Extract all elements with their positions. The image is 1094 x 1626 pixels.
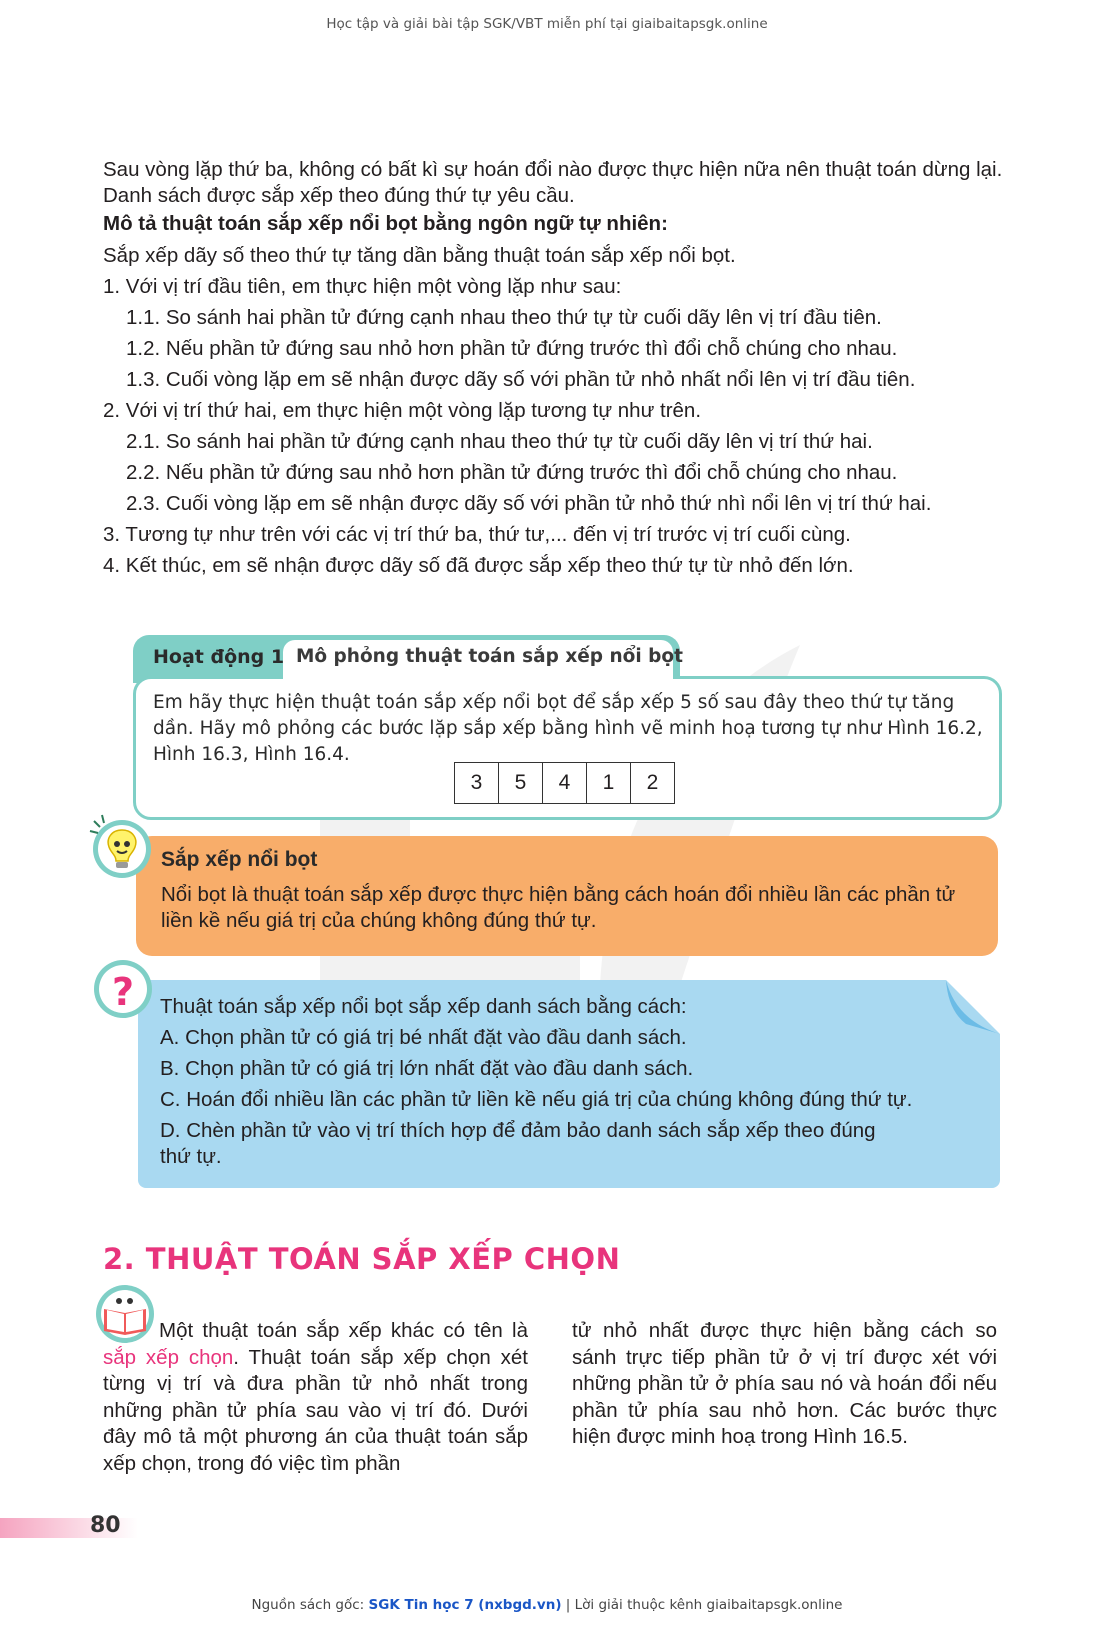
activity-title: Mô phỏng thuật toán sắp xếp nổi bọt <box>296 646 683 667</box>
svg-text:?: ? <box>111 970 135 1014</box>
step-2: 2. Với vị trí thứ hai, em thực hiện một vòng lặp tương tự như trên. <box>103 399 702 422</box>
intro-paragraph: Sau vòng lặp thứ ba, không có bất kì sự hoán đổi nào được thực hiện nữa nên thuật toán dừng lại. Danh sách được sắp xếp theo đúng thứ tự yêu cầu. <box>103 158 1003 207</box>
header-source-line: Học tập và giải bài tập SGK/VBT miễn phí tại giaibaitapsgk.online <box>326 16 768 32</box>
number-cell: 3 <box>454 762 499 804</box>
number-cell: 2 <box>630 762 675 804</box>
note-body: Nổi bọt là thuật toán sắp xếp được thực hiện bằng cách hoán đổi nhiều lần các phần tử liền kề nếu giá trị của chúng không đúng thứ tự. <box>161 883 956 932</box>
task-statement: Sắp xếp dãy số theo thứ tự tăng dần bằng thuật toán sắp xếp nổi bọt. <box>103 244 736 267</box>
step-4: 4. Kết thúc, em sẽ nhận được dãy số đã được sắp xếp theo thứ tự từ nhỏ đến lớn. <box>103 554 854 577</box>
step-2-1: 2.1. So sánh hai phần tử đứng cạnh nhau theo thứ tự từ cuối dãy lên vị trí thứ hai. <box>126 430 873 453</box>
quiz-question: Thuật toán sắp xếp nổi bọt sắp xếp danh sách bằng cách: <box>160 995 687 1018</box>
activity-body: Em hãy thực hiện thuật toán sắp xếp nổi bọt để sắp xếp 5 số sau đây theo thứ tự tăng dần. Hãy mô phỏng các bước lặp sắp xếp bằng hình vẽ minh hoạ tương tự như Hình 16.2, Hình 16.3, Hình 16.4. <box>153 692 983 765</box>
step-2-3: 2.3. Cuối vòng lặp em sẽ nhận được dãy số với phần tử nhỏ thứ nhì nổi lên vị trí thứ hai. <box>126 492 932 515</box>
step-1-2: 1.2. Nếu phần tử đứng sau nhỏ hơn phần tử đứng trước thì đổi chỗ chúng cho nhau. <box>126 337 898 360</box>
step-1-3: 1.3. Cuối vòng lặp em sẽ nhận được dãy số với phần tử nhỏ nhất nổi lên vị trí đầu tiên. <box>126 368 916 391</box>
quiz-option-d-continued: thứ tự. <box>160 1145 222 1168</box>
quiz-option-d: D. Chèn phần tử vào vị trí thích hợp để đảm bảo danh sách sắp xếp theo đúng <box>160 1119 876 1142</box>
footer-source-line: Nguồn sách gốc: SGK Tin học 7 (nxbgd.vn) | Lời giải thuộc kênh giaibaitapsgk.online <box>251 1597 843 1613</box>
step-1: 1. Với vị trí đầu tiên, em thực hiện một vòng lặp như sau: <box>103 275 622 298</box>
page-fold-corner <box>946 980 1000 1034</box>
key-term: sắp xếp chọn <box>103 1345 234 1369</box>
quiz-option-a: A. Chọn phần tử có giá trị bé nhất đặt vào đầu danh sách. <box>160 1026 687 1049</box>
activity-label: Hoạt động 1 <box>153 646 285 668</box>
quiz-option-c: C. Hoán đổi nhiều lần các phần tử liền kề nếu giá trị của chúng không đúng thứ tự. <box>160 1088 913 1111</box>
quiz-option-b: B. Chọn phần tử có giá trị lớn nhất đặt vào đầu danh sách. <box>160 1057 694 1080</box>
lightbulb-icon <box>88 813 152 881</box>
section-heading: 2. THUẬT TOÁN SẮP XẾP CHỌN <box>103 1242 621 1276</box>
note-title: Sắp xếp nổi bọt <box>161 848 318 871</box>
page-number: 80 <box>90 1513 121 1538</box>
step-1-1: 1.1. So sánh hai phần tử đứng cạnh nhau theo thứ tự từ cuối dãy lên vị trí đầu tiên. <box>126 306 882 329</box>
algorithm-subheading: Mô tả thuật toán sắp xếp nổi bọt bằng ngôn ngữ tự nhiên: <box>103 212 668 235</box>
section-paragraph-right: tử nhỏ nhất được thực hiện bằng cách so sánh trực tiếp phần tử ở vị trí được xét với những phần tử ở phía sau nó và hoán đổi nếu phần tử phía sau nhỏ hơn. Các bước thực hiện được minh hoạ trong Hình 16.5. <box>572 1319 997 1448</box>
step-3: 3. Tương tự như trên với các vị trí thứ ba, thứ tư,... đến vị trí trước vị trí cuối cùng. <box>103 523 851 546</box>
step-2-2: 2.2. Nếu phần tử đứng sau nhỏ hơn phần tử đứng trước thì đổi chỗ chúng cho nhau. <box>126 461 898 484</box>
number-cell: 4 <box>542 762 587 804</box>
number-cell: 1 <box>586 762 631 804</box>
number-cell: 5 <box>498 762 543 804</box>
section-paragraph-left: Một thuật toán sắp xếp khác có tên là sắp xếp chọn. Thuật toán sắp xếp chọn xét từng vị trí và đưa phần tử nhỏ nhất trong những phần tử phía sau vào vị trí đó. Dưới đây mô tả một phương án của thuật toán sắp xếp chọn, trong đó việc tìm phần <box>103 1319 528 1475</box>
question-mark-icon <box>92 958 154 1020</box>
footer-source-link[interactable]: SGK Tin học 7 (nxbgd.vn) <box>368 1597 562 1613</box>
